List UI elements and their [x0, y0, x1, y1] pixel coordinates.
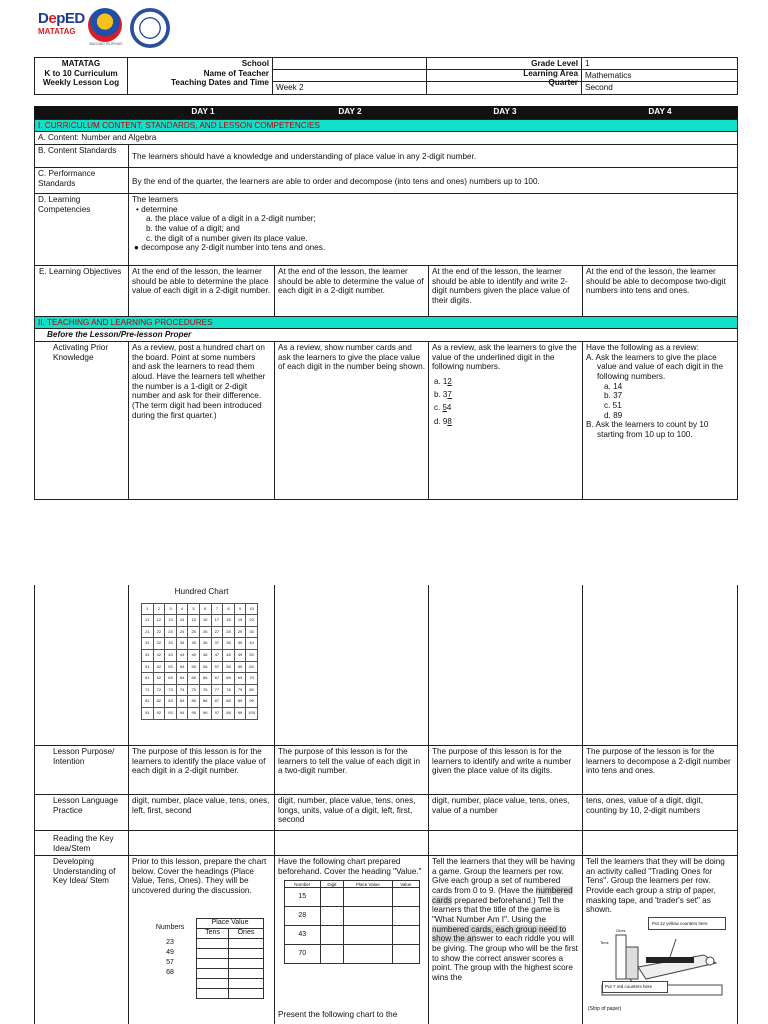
value-table-cell	[320, 945, 344, 964]
item-text: b. 3	[434, 390, 448, 400]
language-day2: digit, number, place value, tens, ones, longs, units, value of a digit, left, first, second	[274, 794, 429, 831]
hundred-chart-cell: 16	[199, 615, 211, 627]
hundred-chart-cell: 78	[223, 684, 235, 696]
item-digit: 7	[447, 390, 452, 400]
activating-knowledge-label: Activating Prior Knowledge	[34, 341, 129, 500]
reading-day3	[428, 830, 583, 856]
hundred-chart-cell: 2	[153, 603, 165, 615]
hundred-chart-cell: 34	[176, 638, 188, 650]
matatag-wordmark: MATATAG	[38, 26, 76, 36]
hundred-chart-cell: 15	[188, 615, 200, 627]
hundred-chart-title: Hundred Chart	[174, 587, 229, 596]
language-day1: digit, number, place value, tens, ones, left, first, second	[128, 794, 275, 831]
pv-ones-header: Ones	[228, 928, 263, 938]
value-table-cell	[344, 926, 392, 945]
hundred-chart-cell: 9	[234, 603, 246, 615]
hundred-chart-cell: 17	[211, 615, 223, 627]
value-table-cell	[320, 888, 344, 907]
cont-label	[34, 585, 129, 746]
hundred-chart-cell: 22	[153, 626, 165, 638]
value-table-header: Value	[392, 881, 419, 888]
quarter-label: Quarter	[548, 78, 578, 88]
hundred-chart-cell: 10	[246, 603, 258, 615]
purpose-day2: The purpose of this lesson is for the learners to tell the value of each digit in a two-digit number.	[274, 745, 429, 795]
hundred-chart-cell: 6	[199, 603, 211, 615]
hundred-chart-cell: 77	[211, 684, 223, 696]
hundred-chart-cell: 61	[142, 673, 154, 685]
hundred-chart-cell: 66	[199, 673, 211, 685]
value-table-cell	[392, 945, 419, 964]
hundred-chart-cell: 3	[165, 603, 177, 615]
deped-wordmark: DepED	[38, 10, 85, 27]
pv-numbers-header: Numbers	[144, 918, 197, 938]
hundred-chart-cell: 13	[165, 615, 177, 627]
hundred-chart-cell: 83	[165, 696, 177, 708]
hundred-chart-cell: 21	[142, 626, 154, 638]
dev3-text: Tell the learners that they will be having a game. Group the learners per row. Give each group a set of numbered cards from 0 to 9. (Have the	[432, 857, 575, 896]
hundred-chart-cell: 69	[234, 673, 246, 685]
underline-item-d	[434, 415, 579, 428]
act4-item: b. 37	[604, 391, 623, 401]
hundred-chart-cell: 62	[153, 673, 165, 685]
hundred-chart-cell: 26	[199, 626, 211, 638]
pv-cell	[197, 948, 229, 958]
hundred-chart-cell: 86	[199, 696, 211, 708]
objective-day2: At the end of the lesson, the learner should be able to determine the value of each digit in a 2-digit number.	[274, 265, 429, 317]
act4-a: A. Ask the learners to give the place value and value of each digit in the following numbers.	[586, 352, 724, 382]
developing-day2-text: Have the following chart prepared beforehand. Cover the heading "Value."	[278, 857, 422, 876]
pv-cell	[197, 978, 229, 988]
pv-cell	[228, 968, 263, 978]
competency-line: c. the digit of a number given its place value.	[146, 233, 308, 243]
hundred-chart-cell: 53	[165, 661, 177, 673]
hundred-chart-cell: 76	[199, 684, 211, 696]
seal-caption: BAGONG PILIPINAS	[89, 42, 123, 46]
teacher-label: Name of Teacher	[203, 68, 269, 78]
fig-ones: Ones	[616, 928, 626, 934]
hundred-chart-cell: 63	[165, 673, 177, 685]
dev3-highlight: numbered cards, each group need to show the an	[432, 924, 567, 944]
value-table-cell	[392, 926, 419, 945]
act4-intro: Have the following as a review:	[586, 343, 699, 352]
header-right-labels	[426, 57, 582, 95]
underline-item-c	[434, 401, 579, 414]
dates-label: Teaching Dates and Time	[171, 78, 269, 88]
place-value-table	[144, 918, 264, 999]
item-text: d. 9	[434, 416, 448, 426]
hundred-chart-cell: 58	[223, 661, 235, 673]
hundred-chart-cell: 96	[199, 708, 211, 720]
pv-cell	[228, 958, 263, 968]
hundred-chart-cell: 43	[165, 650, 177, 662]
hundred-chart-cell: 1	[142, 603, 154, 615]
developing-label: Developing Understanding of Key Idea/ Stem	[34, 855, 129, 1024]
developing-day3	[428, 855, 583, 1024]
value-table-cell: 28	[285, 907, 321, 926]
competency-line: • determine	[136, 204, 178, 214]
hundred-chart-cell: 14	[176, 615, 188, 627]
pv-cell	[144, 988, 197, 998]
pv-cell: 68	[144, 968, 197, 978]
bagong-pilipinas-seal-icon	[88, 8, 122, 42]
activating-day4	[582, 341, 738, 500]
pv-cell	[197, 988, 229, 998]
day-3-header: DAY 3	[428, 107, 582, 117]
hundred-chart-cell: 55	[188, 661, 200, 673]
value-table-header: Number	[285, 881, 321, 888]
quarter-value: Second	[581, 81, 738, 95]
hundred-chart-cell: 39	[234, 638, 246, 650]
deped-seal-icon	[130, 8, 170, 48]
school-label: School	[241, 59, 269, 68]
hundred-chart-cell: 30	[246, 626, 258, 638]
hundred-chart-cell: 68	[223, 673, 235, 685]
underline-item-b	[434, 388, 579, 401]
before-lesson-header: Before the Lesson/Pre-lesson Proper	[34, 328, 738, 342]
dates-field[interactable]: Week 2	[272, 81, 582, 95]
hundred-chart-cell: 12	[153, 615, 165, 627]
hundred-chart-cell: 71	[142, 684, 154, 696]
hundred-chart-cell: 47	[211, 650, 223, 662]
reading-day4	[582, 830, 738, 856]
hundred-chart-cell: 46	[199, 650, 211, 662]
value-table-cell	[344, 907, 392, 926]
hundred-chart-cell: 57	[211, 661, 223, 673]
hundred-chart-cell: 31	[142, 638, 154, 650]
hundred-chart-cell: 56	[199, 661, 211, 673]
performance-standards-label: C. Performance Standards	[34, 167, 129, 194]
pv-cell	[197, 958, 229, 968]
day-1-header: DAY 1	[128, 107, 278, 117]
grade-value: 1	[581, 57, 738, 70]
hundred-chart-cell: 44	[176, 650, 188, 662]
area-label: Learning Area	[523, 68, 578, 78]
hundred-chart-cell: 45	[188, 650, 200, 662]
hundred-chart-cell: 40	[246, 638, 258, 650]
hundred-chart-cell: 18	[223, 615, 235, 627]
hundred-chart-cell: 94	[176, 708, 188, 720]
pv-cell: 49	[144, 948, 197, 958]
reading-day1	[128, 830, 275, 856]
hundred-chart-cell: 80	[246, 684, 258, 696]
hundred-chart-cell: 59	[234, 661, 246, 673]
header-left-labels	[127, 57, 273, 95]
hundred-chart-cell: 95	[188, 708, 200, 720]
pv-cell	[228, 948, 263, 958]
purpose-day3: The purpose of this lesson is for the learners to identify and write a number given the place value of its digits.	[428, 745, 583, 795]
hundred-chart-cell: 5	[188, 603, 200, 615]
value-table-cell	[344, 888, 392, 907]
developing-day1-text: Prior to this lesson, prepare the chart below. Cover the headings (Place Value, Tens, Ones). They will be uncovered during the discussion.	[132, 857, 267, 896]
trader-set-figure	[586, 915, 734, 1015]
fig-label-yellow: Put 12 yellow counters here	[648, 917, 726, 930]
fig-strip-caption: (Strip of paper)	[588, 1006, 622, 1013]
section-2-header: II. TEACHING AND LEARNING PROCEDURES	[34, 316, 738, 329]
section-1-header: I. CURRICULUM CONTENT, STANDARDS, AND LESSON COMPETENCIES	[34, 119, 738, 132]
trader-set-drawing	[586, 917, 736, 1009]
hundred-chart-cell: 28	[223, 626, 235, 638]
pv-cell: 23	[144, 938, 197, 948]
hundred-chart-cell: 88	[223, 696, 235, 708]
hundred-chart-cell: 90	[246, 696, 258, 708]
hundred-chart-cell: 60	[246, 661, 258, 673]
dev3-text: prepared beforehand.) Tell the learners that the title of the game is "What Number Am I". Using the	[432, 895, 564, 925]
item-digit: 5	[442, 403, 447, 413]
act4-item: c. 51	[604, 401, 622, 411]
hundred-chart-cell: 93	[165, 708, 177, 720]
hundred-chart-cell: 72	[153, 684, 165, 696]
hundred-chart-cell: 64	[176, 673, 188, 685]
cont-day2	[274, 585, 429, 746]
value-table-cell: 43	[285, 926, 321, 945]
competency-line: b. the value of a digit; and	[146, 224, 240, 234]
hundred-chart-cell: 19	[234, 615, 246, 627]
hundred-chart-cell: 65	[188, 673, 200, 685]
objective-day3: At the end of the lesson, the learner should be able to identify and write 2-digit numbers given the place value of their digits.	[428, 265, 583, 317]
value-table-cell: 70	[285, 945, 321, 964]
value-table-cell	[392, 888, 419, 907]
value-table	[284, 880, 420, 964]
activating-day1: As a review, post a hundred chart on the board. Point at some numbers and ask the learners to read them aloud. Have the learners tell whether the number is a 1-digit or 2-digit number and ask for their difference. (The term digit had been introduced during the first quarter.)	[128, 341, 275, 500]
pv-cell: 57	[144, 958, 197, 968]
language-day4: tens, ones, value of a digit, digit, counting by 10, 2-digit numbers	[582, 794, 738, 831]
hundred-chart-cell: 24	[176, 626, 188, 638]
hundred-chart-cell: 50	[246, 650, 258, 662]
developing-day4-text: Tell the learners that they will be doing an activity called "Trading Ones for Tens". Group the learners per row. Provide each group a strip of paper, masking tape, and 'trader's set" as shown.	[586, 857, 725, 915]
objective-day4: At the end of the lesson, the learner should be able to decompose two-digit numbers into tens and ones.	[582, 265, 738, 317]
hundred-chart-cell: 87	[211, 696, 223, 708]
pv-cell	[144, 978, 197, 988]
content-standards-label: B. Content Standards	[34, 144, 129, 168]
competency-line: ● decompose any 2-digit number into tens and ones.	[134, 243, 326, 253]
language-day3: digit, number, place value, tens, ones, value of a number	[428, 794, 583, 831]
value-table-header: Place Value	[344, 881, 392, 888]
hundred-chart-cell: 79	[234, 684, 246, 696]
hundred-chart-cell: 8	[223, 603, 235, 615]
purpose-day4: The purpose of the lesson is for the learners to decompose a 2-digit number into tens and ones.	[582, 745, 738, 795]
pv-head: Place Value	[197, 918, 264, 928]
item-text: a. 1	[434, 377, 448, 387]
hundred-chart-cell: 74	[176, 684, 188, 696]
item-digit: 8	[447, 416, 452, 426]
hundred-chart-cell: 99	[234, 708, 246, 720]
pv-tens-header: Tens	[197, 928, 229, 938]
hundred-chart-cell: 32	[153, 638, 165, 650]
deped-logo	[38, 10, 86, 36]
activating-day3	[428, 341, 583, 500]
performance-standards-text: By the end of the quarter, the learners are able to order and decompose (into tens and ones) numbers up to 100.	[128, 167, 738, 194]
header-matatag: MATATAG	[61, 59, 101, 68]
item-digit: 2	[447, 377, 452, 387]
hundred-chart-cell: 98	[223, 708, 235, 720]
hundred-chart-cell: 70	[246, 673, 258, 685]
hundred-chart-cell: 41	[142, 650, 154, 662]
purpose-day1: The purpose of this lesson is for the learners to identify the place value of each digit in a 2-digit number.	[128, 745, 275, 795]
hundred-chart-cell: 97	[211, 708, 223, 720]
hundred-chart-cell: 82	[153, 696, 165, 708]
pv-cell	[228, 938, 263, 948]
hundred-chart-cell: 29	[234, 626, 246, 638]
hundred-chart-cell: 52	[153, 661, 165, 673]
hundred-chart-cell: 35	[188, 638, 200, 650]
hundred-chart-cell: 100	[246, 708, 258, 720]
hundred-chart-cell: 91	[142, 708, 154, 720]
day-4-header: DAY 4	[583, 107, 737, 117]
day-2-header: DAY 2	[274, 107, 426, 117]
item-text: c.	[434, 403, 443, 413]
activating-day3-text: As a review, ask the learners to give the value of the underlined digit in the following numbers.	[432, 343, 577, 372]
hundred-chart-cell: 54	[176, 661, 188, 673]
hundred-chart-cell: 42	[153, 650, 165, 662]
competency-line: a. the place value of a digit in a 2-digit number;	[146, 214, 316, 224]
hundred-chart-cell: 33	[165, 638, 177, 650]
hundred-chart-cell: 51	[142, 661, 154, 673]
pv-cell	[197, 968, 229, 978]
reading-label: Reading the Key Idea/Stem	[34, 830, 129, 856]
language-label: Lesson Language Practice	[34, 794, 129, 831]
hundred-chart-cell: 36	[199, 638, 211, 650]
hundred-chart-cell: 11	[142, 615, 154, 627]
developing-day2	[274, 855, 429, 1024]
pv-cell	[197, 938, 229, 948]
activating-day2: As a review, show number cards and ask the learners to give the place value of each digit in the number being shown.	[274, 341, 429, 500]
act4-item: a. 14	[604, 381, 623, 391]
hundred-chart-cell: 85	[188, 696, 200, 708]
value-table-cell	[320, 907, 344, 926]
value-table-cell	[320, 926, 344, 945]
value-table-cell	[344, 945, 392, 964]
developing-day4	[582, 855, 738, 1024]
dev3-text: swer to each riddle you will be giving. The group who will be the first to show the correct answer scores a point. The group with the highest score wins the	[432, 934, 578, 983]
hundred-chart-cell	[128, 585, 275, 746]
hundred-chart-cell: 73	[165, 684, 177, 696]
hundred-chart-cell: 48	[223, 650, 235, 662]
header-curriculum: K to 10 Curriculum	[44, 68, 118, 78]
purpose-label: Lesson Purpose/ Intention	[34, 745, 129, 795]
hundred-chart-cell: 27	[211, 626, 223, 638]
hundred-chart-cell: 84	[176, 696, 188, 708]
area-value: Mathematics	[581, 69, 738, 82]
learning-competencies-text	[128, 193, 738, 266]
competency-line: The learners	[132, 195, 178, 204]
hundred-chart-cell: 4	[176, 603, 188, 615]
pv-cell	[228, 988, 263, 998]
hundred-chart-cell: 49	[234, 650, 246, 662]
fig-label-red: Put 7 red counters here	[602, 981, 668, 993]
underline-item-a	[434, 375, 579, 388]
value-table-cell	[392, 907, 419, 926]
hundred-chart-cell: 81	[142, 696, 154, 708]
value-table-header: Digit	[320, 881, 344, 888]
grade-label: Grade Level	[531, 59, 578, 68]
cont-day4	[582, 585, 738, 746]
act4-b: B. Ask the learners to count by 10 starting from 10 up to 100.	[586, 420, 709, 440]
cont-day3	[428, 585, 583, 746]
hundred-chart-cell: 67	[211, 673, 223, 685]
hundred-chart-cell: 25	[188, 626, 200, 638]
hundred-chart-cell: 37	[211, 638, 223, 650]
learning-objectives-label: E. Learning Objectives	[34, 265, 129, 317]
hundred-chart-cell: 92	[153, 708, 165, 720]
hundred-chart-cell: 75	[188, 684, 200, 696]
objective-day1: At the end of the lesson, the learner should be able to determine the place value of each digit in a 2-digit number.	[128, 265, 275, 317]
dev3-highlight: numbered cards	[432, 886, 573, 905]
item-text: 4	[446, 403, 452, 413]
hundred-chart-cell: 38	[223, 638, 235, 650]
fig-tens: Tens	[600, 940, 609, 946]
content-row-label: A. Content: Number and Algebra	[34, 131, 738, 145]
hundred-chart-cell: 20	[246, 615, 258, 627]
developing-day1	[128, 855, 275, 1024]
content-standards-text: The learners should have a knowledge and understanding of place value in any 2-digit number.	[128, 144, 738, 168]
hundred-chart-cell: 23	[165, 626, 177, 638]
act4-item: d. 89	[604, 410, 623, 420]
developing-day2-text-b: Present the following chart to the	[278, 1010, 398, 1019]
header-lesson-log: Weekly Lesson Log	[42, 78, 120, 88]
hundred-chart-cell: 89	[234, 696, 246, 708]
learning-competencies-label: D. Learning Competencies	[34, 193, 129, 266]
hundred-chart	[141, 603, 258, 720]
reading-day2	[274, 830, 429, 856]
value-table-cell: 15	[285, 888, 321, 907]
pv-cell	[228, 978, 263, 988]
header-title-block	[34, 57, 128, 95]
hundred-chart-cell: 7	[211, 603, 223, 615]
